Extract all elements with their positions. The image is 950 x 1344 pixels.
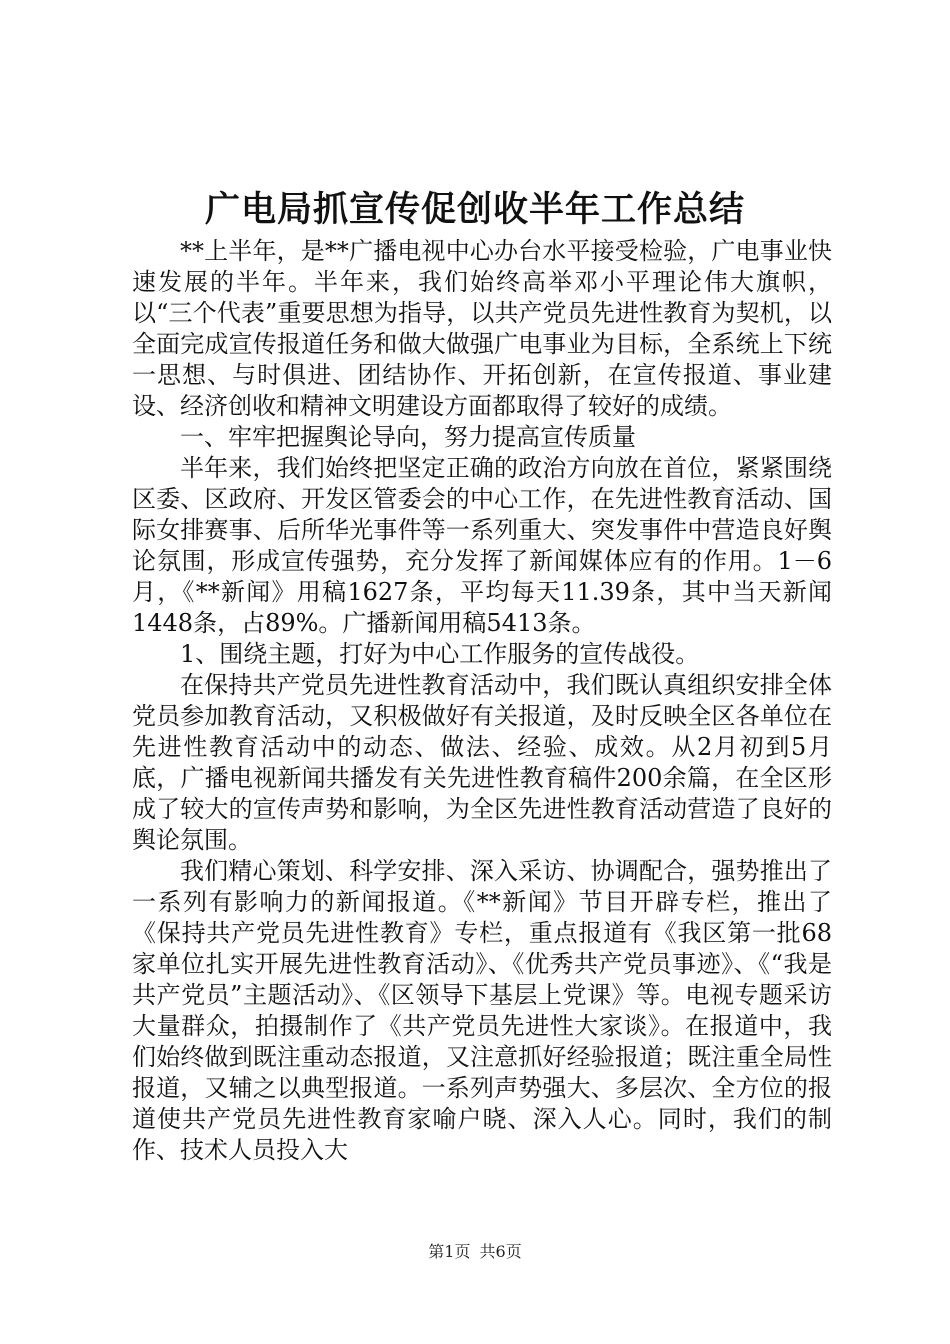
paragraph-section-1: 半年来，我们始终把坚定正确的政治方向放在首位，紧紧围绕区委、区政府、开发区管委会的中心工作，在先进性教育活动、国际女排赛事、后所华光事件等一系列重大、突发事件中营造良好舆论氛围，形成宣传强势，充分发挥了新闻媒体应有的作用。1－6月，《**新闻》用稿1627条，平均每天11.39条，其中当天新闻1448条，占89%。广播新闻用稿5413条。 — [132, 454, 832, 637]
paragraph-news-reports: 我们精心策划、科学安排、深入采访、协调配合，强势推出了一系列有影响力的新闻报道。《**新闻》节目开辟专栏，推出了《保持共产党员先进性教育》专栏，重点报道有《我区第一批68家单位扎实开展先进性教育活动》、《优秀共产党员事迹》、《“我是共产党员”主题活动》、《区领导下基层上党课》等。电视专题采访大量群众，拍摄制作了《共产党员先进性大家谈》。在报道中，我们始终做到既注重动态报道，又注意抓好经验报道；既注重全局性报道，又辅之以典型报道。一系列声势强大、多层次、全方位的报道使共产党员先进性教育家喻户晓、深入人心。同时，我们的制作、技术人员投入大 — [132, 857, 832, 1164]
document-title: 广电局抓宣传促创收半年工作总结 — [204, 189, 745, 230]
page-footer — [0, 1240, 950, 1264]
section-heading-1: 一、牢牢把握舆论导向，努力提高宣传质量 — [180, 423, 636, 451]
document-body — [132, 236, 832, 1166]
page-number: 第1页 — [428, 1242, 471, 1261]
page-total: 共6页 — [479, 1242, 522, 1261]
paragraph-intro: **上半年，是**广播电视中心办台水平接受检验，广电事业快速发展的半年。半年来，我们始终高举邓小平理论伟大旗帜，以“三个代表”重要思想为指导，以共产党员先进性教育为契机，以全面完成宣传报道任务和做大做强广电事业为目标，全系统上下统一思想、与时俱进、团结协作、开拓创新，在宣传报道、事业建设、经济创收和精神文明建设方面都取得了较好的成绩。 — [132, 237, 832, 420]
subsection-heading-1: 1、围绕主题，打好为中心工作服务的宣传战役。 — [180, 640, 700, 668]
paragraph-education-activity: 在保持共产党员先进性教育活动中，我们既认真组织安排全体党员参加教育活动，又积极做好有关报道，及时反映全区各单位在先进性教育活动中的动态、做法、经验、成效。从2月初到5月底，广播电视新闻共播发有关先进性教育稿件200余篇，在全区形成了较大的宣传声势和影响，为全区先进性教育活动营造了良好的舆论氛围。 — [132, 671, 832, 854]
